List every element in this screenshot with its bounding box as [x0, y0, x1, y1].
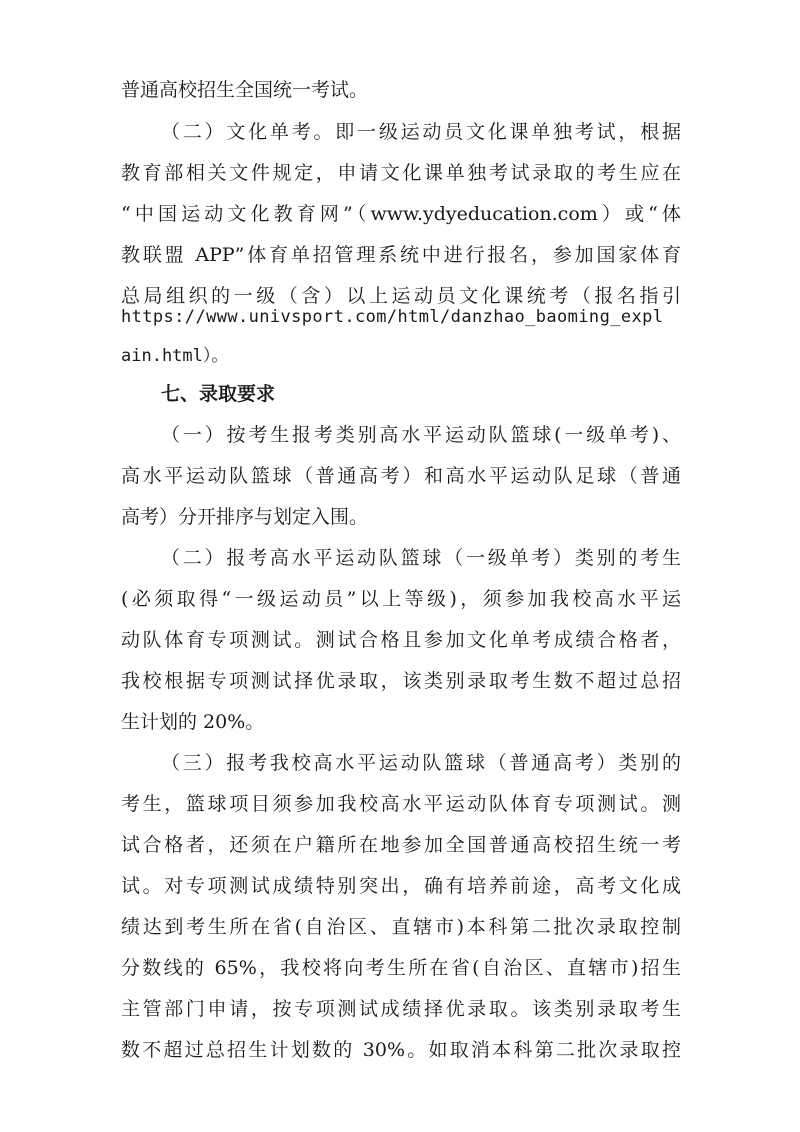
paragraph-line: 分数线的 65%，我校将向考生所在省(自治区、直辖市)招生 [121, 957, 681, 979]
paragraph-line: （二）文化单考。即一级运动员文化课单独考试，根据 [161, 121, 681, 143]
paragraph-line: 试。对专项测试成绩特别突出，确有培养前途，高考文化成 [121, 875, 681, 897]
paragraph-line: 我校根据专项测试择优录取，该类别录取考生数不超过总招 [121, 670, 681, 692]
paragraph-line: （三）报考我校高水平运动队篮球（普通高考）类别的 [161, 752, 681, 774]
paragraph-line: （一）按考生报考类别高水平运动队篮球(一级单考)、 [161, 424, 681, 446]
url-line: ain.html）。 [121, 346, 229, 366]
paragraph-line: (必须取得“一级运动员”以上等级)，须参加我校高水平运 [121, 588, 681, 610]
paragraph-line: 绩达到考生所在省(自治区、直辖市)本科第二批次录取控制 [121, 916, 681, 938]
paragraph-line: 高考）分开排序与划定入围。 [121, 506, 369, 528]
paragraph-line: 总局组织的一级（含）以上运动员文化课统考（报名指引 [121, 285, 681, 307]
paragraph-line: 试合格者，还须在户籍所在地参加全国普通高校招生统一考 [121, 834, 681, 856]
section-heading: 七、录取要求 [161, 383, 276, 405]
paragraph-line: “中国运动文化教育网”（www.ydyeducation.com）或“体 [121, 203, 681, 225]
paragraph-line: 考生，篮球项目须参加我校高水平运动队体育专项测试。测 [121, 793, 681, 815]
paragraph-line: 高水平运动队篮球（普通高考）和高水平运动队足球（普通 [121, 465, 681, 487]
url-line: https://www.univsport.com/html/danzhao_baoming_expl [121, 307, 664, 327]
paragraph-line: 主管部门申请，按专项测试成绩择优录取。该类别录取考生 [121, 998, 681, 1020]
paragraph-line: 数不超过总招生计划数的 30%。如取消本科第二批次录取控 [121, 1039, 681, 1061]
paragraph-line: 普通高校招生全国统一考试。 [121, 79, 369, 101]
paragraph-line: 教联盟 APP”体育单招管理系统中进行报名，参加国家体育 [121, 244, 681, 266]
paragraph-line: （二）报考高水平运动队篮球（一级单考）类别的考生 [161, 547, 681, 569]
paragraph-line: 生计划的 20%。 [121, 711, 265, 733]
paragraph-line: 教育部相关文件规定，申请文化课单独考试录取的考生应在 [121, 162, 681, 184]
paragraph-line: 动队体育专项测试。测试合格且参加文化单考成绩合格者， [121, 629, 681, 651]
